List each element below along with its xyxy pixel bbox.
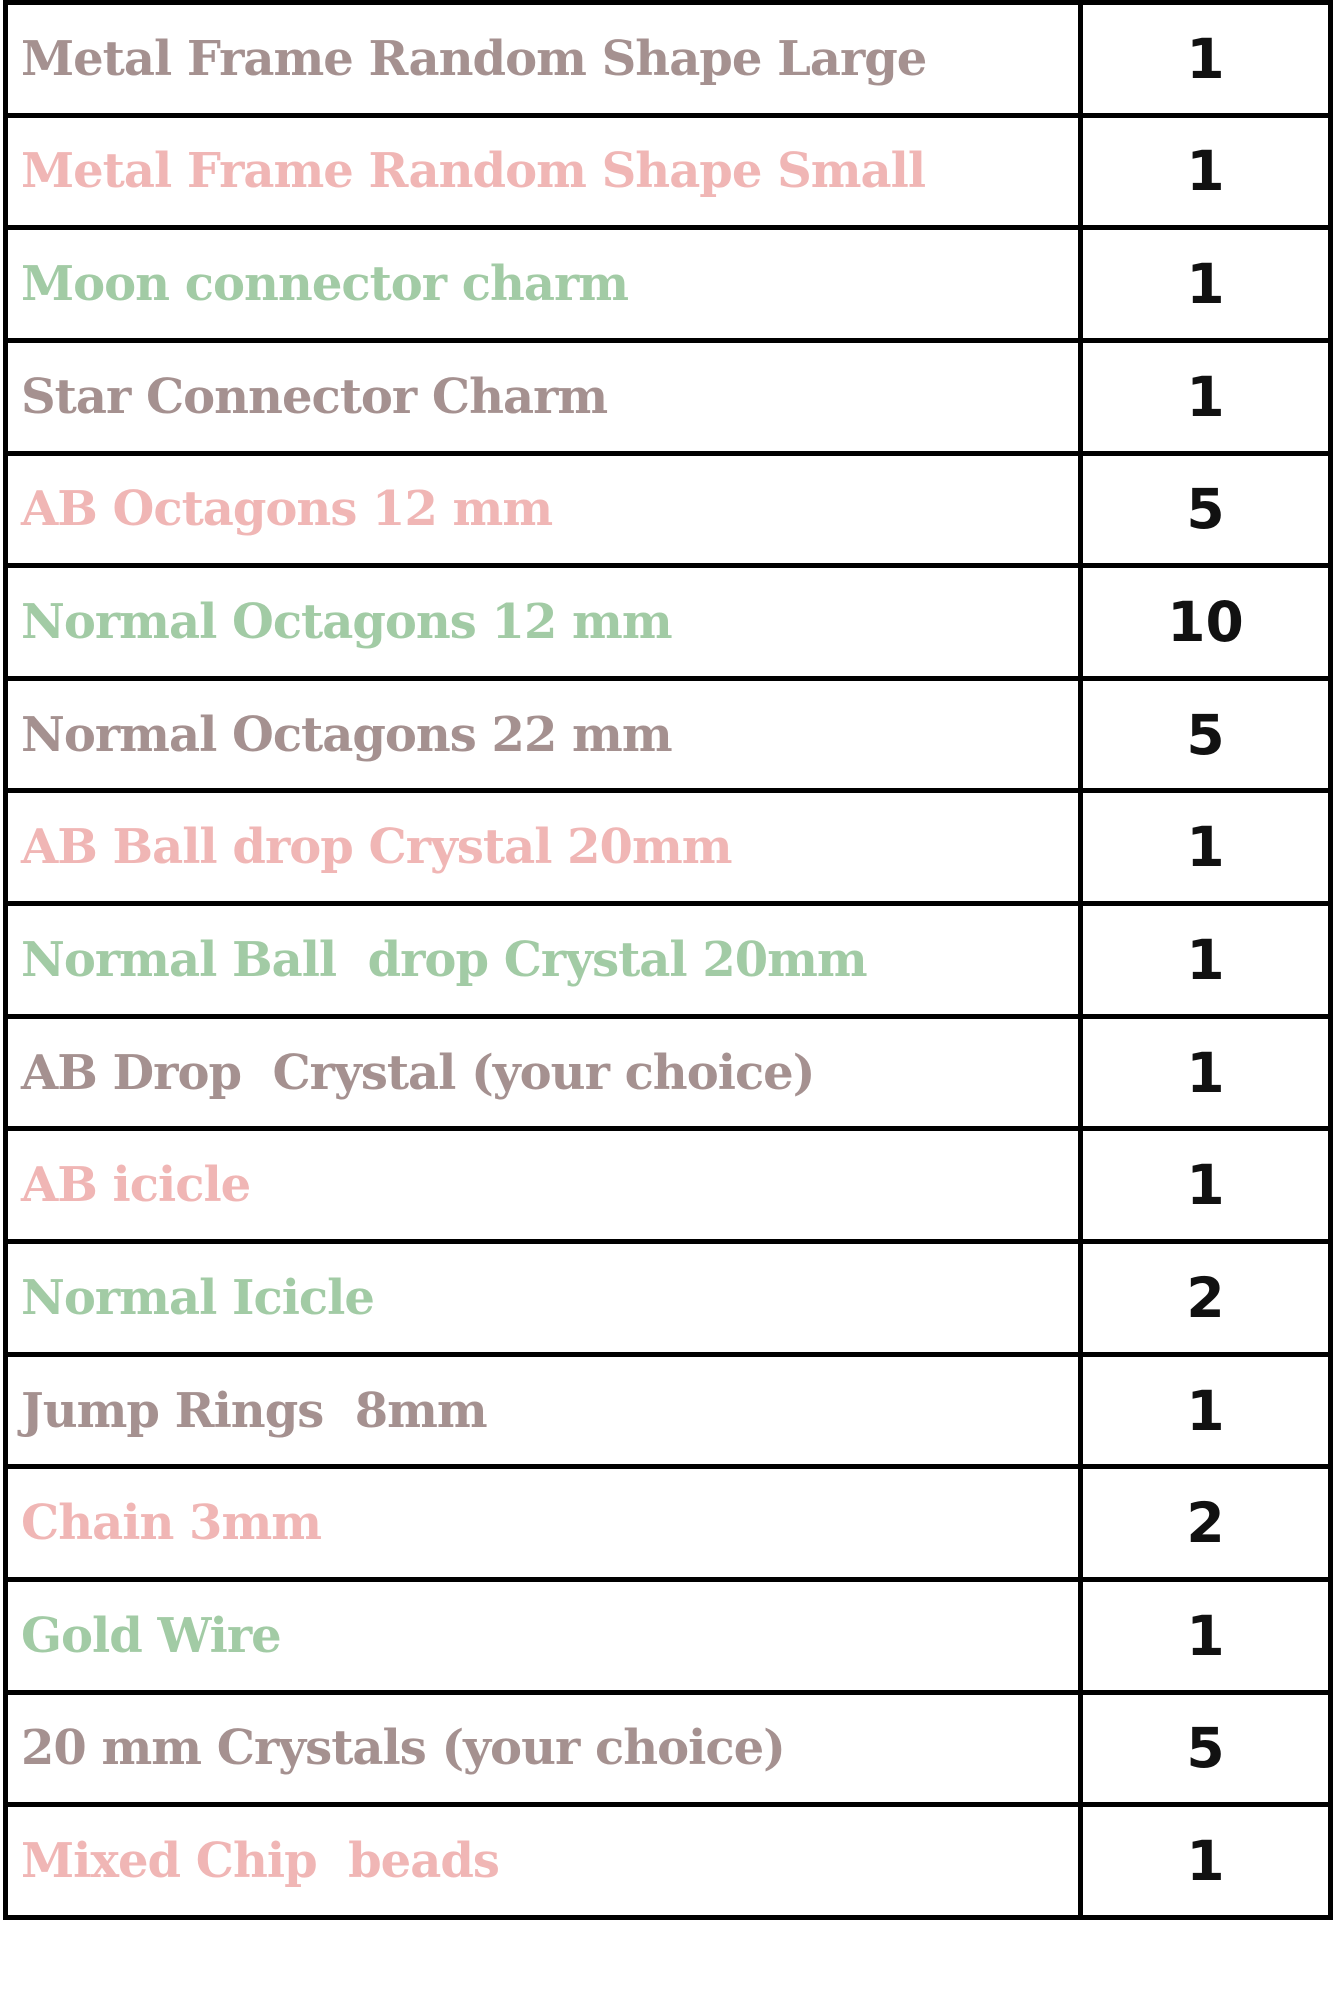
- item-label: Chain 3mm: [6, 1467, 1081, 1580]
- item-quantity: 1: [1081, 1805, 1331, 1918]
- item-label: Normal Icicle: [6, 1242, 1081, 1355]
- item-label: AB Ball drop Crystal 20mm: [6, 791, 1081, 904]
- item-label: Jump Rings 8mm: [6, 1354, 1081, 1467]
- item-quantity: 1: [1081, 1129, 1331, 1242]
- table-row: [6, 1805, 1331, 1918]
- item-quantity: 1: [1081, 1354, 1331, 1467]
- item-quantity: 1: [1081, 228, 1331, 341]
- item-quantity: 5: [1081, 1692, 1331, 1805]
- item-label: Normal Ball drop Crystal 20mm: [6, 904, 1081, 1017]
- table-row: [6, 678, 1331, 791]
- table-row: [6, 340, 1331, 453]
- table-row: [6, 453, 1331, 566]
- item-quantity: 10: [1081, 566, 1331, 679]
- item-label: AB Drop Crystal (your choice): [6, 1016, 1081, 1129]
- item-label: Moon connector charm: [6, 228, 1081, 341]
- table-row: [6, 904, 1331, 1017]
- item-label: Metal Frame Random Shape Small: [6, 115, 1081, 228]
- item-quantity: 5: [1081, 678, 1331, 791]
- item-quantity: 1: [1081, 115, 1331, 228]
- item-quantity: 1: [1081, 791, 1331, 904]
- table-row: [6, 1692, 1331, 1805]
- item-label: Metal Frame Random Shape Large: [6, 3, 1081, 116]
- item-quantity: 1: [1081, 1016, 1331, 1129]
- item-label: Normal Octagons 22 mm: [6, 678, 1081, 791]
- item-label: Star Connector Charm: [6, 340, 1081, 453]
- table-row: [6, 3, 1331, 116]
- table-row: [6, 566, 1331, 679]
- item-label: Normal Octagons 12 mm: [6, 566, 1081, 679]
- item-quantity: 2: [1081, 1242, 1331, 1355]
- table-row: [6, 1579, 1331, 1692]
- item-label: 20 mm Crystals (your choice): [6, 1692, 1081, 1805]
- item-label: AB icicle: [6, 1129, 1081, 1242]
- item-quantity: 1: [1081, 904, 1331, 1017]
- item-label: Mixed Chip beads: [6, 1805, 1081, 1918]
- table-row: [6, 1354, 1331, 1467]
- table-row: [6, 1242, 1331, 1355]
- item-quantity: 5: [1081, 453, 1331, 566]
- item-quantity: 1: [1081, 340, 1331, 453]
- table-row: [6, 1016, 1331, 1129]
- item-label: Gold Wire: [6, 1579, 1081, 1692]
- table-row: [6, 791, 1331, 904]
- table-row: [6, 1467, 1331, 1580]
- item-label: AB Octagons 12 mm: [6, 453, 1081, 566]
- table-row: [6, 1129, 1331, 1242]
- item-quantity: 1: [1081, 1579, 1331, 1692]
- materials-table: [3, 0, 1333, 1920]
- materials-table-body: [6, 3, 1331, 1918]
- item-quantity: 1: [1081, 3, 1331, 116]
- table-row: [6, 115, 1331, 228]
- item-quantity: 2: [1081, 1467, 1331, 1580]
- table-row: [6, 228, 1331, 341]
